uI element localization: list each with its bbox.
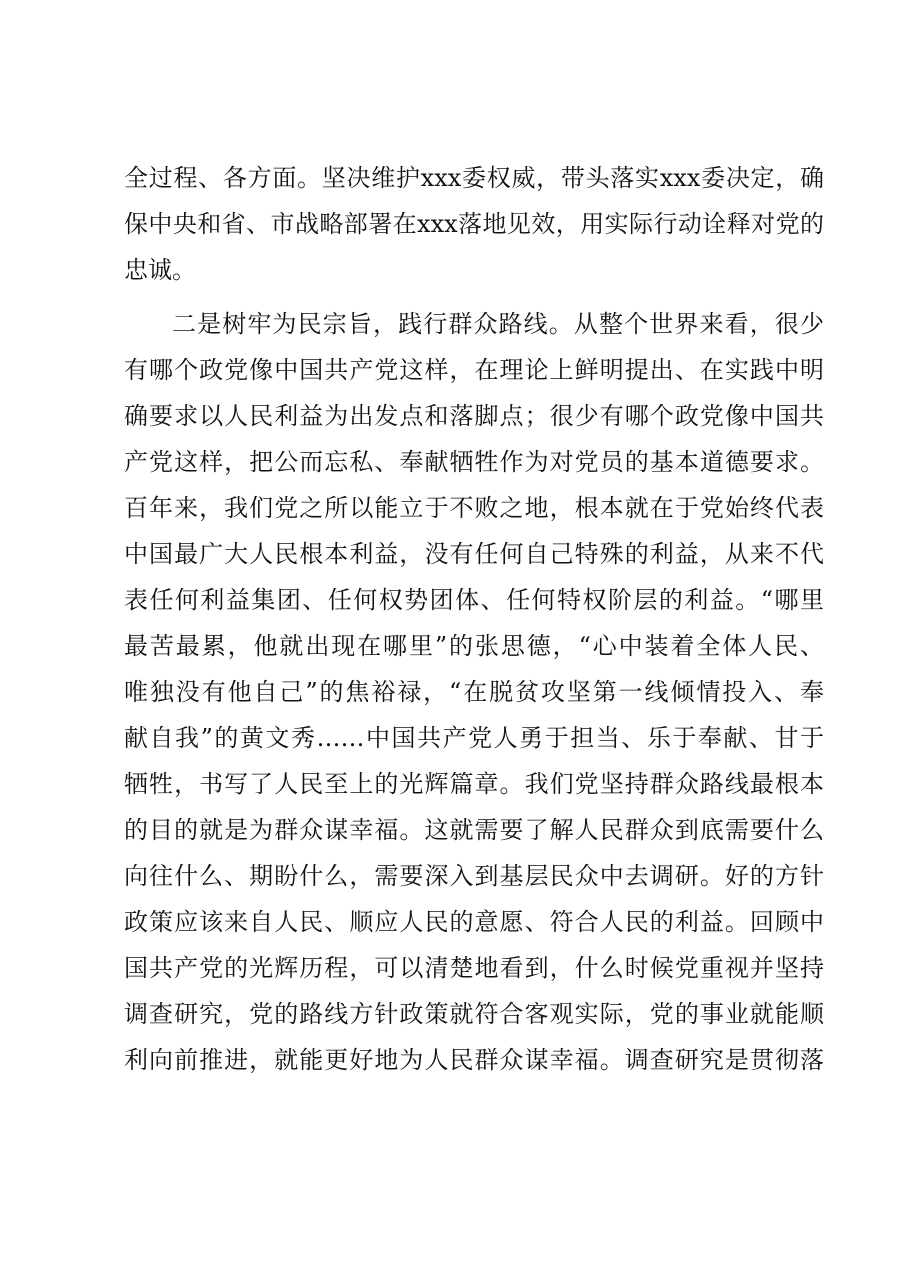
text-line: 牺牲，书写了人民至上的光辉篇章。我们党坚持群众路线最根本 [124, 770, 824, 798]
text-line: 唯独没有他自己”的焦裕禄，“在脱贫攻坚第一线倾情投入、奉 [124, 678, 824, 706]
text-line: 最苦最累，他就出现在哪里”的张思德，“心中装着全体人民、 [124, 632, 824, 660]
text-line: 确要求以人民利益为出发点和落脚点；很少有哪个政党像中国共 [124, 402, 824, 430]
text-line: 全过程、各方面。坚决维护xxx委权威，带头落实xxx委决定，确 [124, 164, 824, 192]
text-line: 忠诚。 [124, 256, 196, 284]
text-line: 利向前推进，就能更好地为人民群众谋幸福。调查研究是贯彻落 [124, 1046, 824, 1074]
text-line: 百年来，我们党之所以能立于不败之地，根本就在于党始终代表 [124, 494, 824, 522]
text-line: 表任何利益集团、任何权势团体、任何特权阶层的利益。“哪里 [124, 586, 824, 614]
text-line: 中国最广大人民根本利益，没有任何自己特殊的利益，从来不代 [124, 540, 824, 568]
text-line: 国共产党的光辉历程，可以清楚地看到，什么时候党重视并坚持 [124, 954, 824, 982]
text-line: 的目的就是为群众谋幸福。这就需要了解人民群众到底需要什么 [124, 816, 824, 844]
paragraph-2 [124, 301, 824, 1083]
text-line: 调查研究，党的路线方针政策就符合客观实际，党的事业就能顺 [124, 1000, 824, 1028]
text-line: 政策应该来自人民、顺应人民的意愿、符合人民的利益。回顾中 [124, 908, 824, 936]
text-line: 二是树牢为民宗旨，践行群众路线。从整个世界来看，很少 [172, 310, 824, 338]
text-line: 产党这样，把公而忘私、奉献牺牲作为对党员的基本道德要求。 [124, 448, 824, 476]
text-line: 保中央和省、市战略部署在xxx落地见效，用实际行动诠释对党的 [124, 210, 824, 238]
paragraph-1 [124, 155, 824, 293]
document-body [124, 155, 824, 1083]
text-line: 向往什么、期盼什么，需要深入到基层民众中去调研。好的方针 [124, 862, 824, 890]
text-line: 有哪个政党像中国共产党这样，在理论上鲜明提出、在实践中明 [124, 356, 824, 384]
text-line: 献自我”的黄文秀……中国共产党人勇于担当、乐于奉献、甘于 [124, 724, 824, 752]
